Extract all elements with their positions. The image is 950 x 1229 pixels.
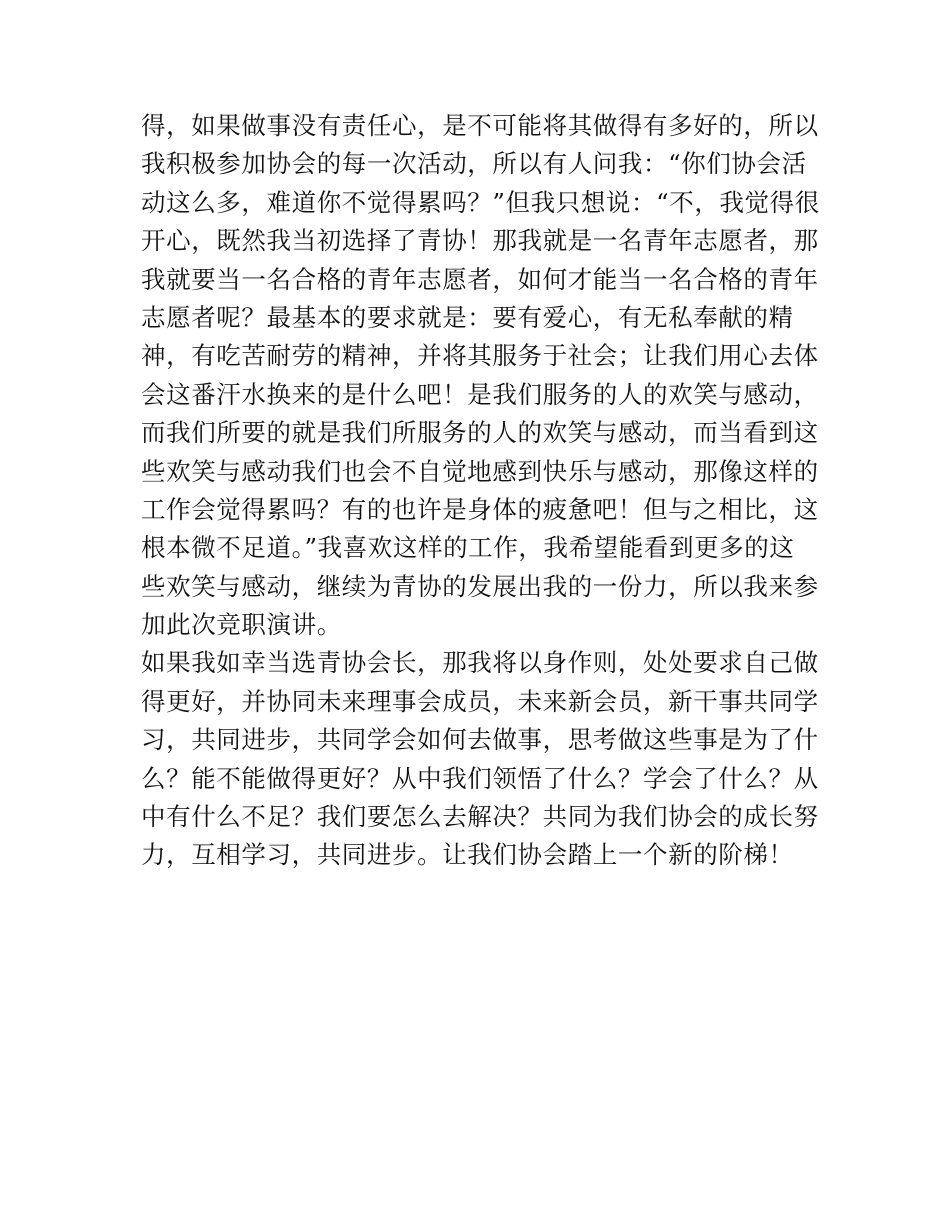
text-line: 志愿者呢？最基本的要求就是：要有爱心，有无私奉献的精 <box>141 302 794 332</box>
text-line: 如果我如幸当选青协会长，那我将以身作则，处处要求自己做 <box>141 648 819 678</box>
text-line: 我就要当一名合格的青年志愿者，如何才能当一名合格的青年 <box>141 264 819 294</box>
text-line: 我积极参加协会的每一次活动，所以有人问我：“你们协会活 <box>141 149 807 179</box>
text-line: 而我们所要的就是我们所服务的人的欢笑与感动，而当看到这 <box>141 418 819 448</box>
text-line: 中有什么不足？我们要怎么去解决？共同为我们协会的成长努 <box>141 802 819 832</box>
text-line: 神，有吃苦耐劳的精神，并将其服务于社会；让我们用心去体 <box>141 341 819 371</box>
text-line: 会这番汗水换来的是什么吧！是我们服务的人的欢笑与感动， <box>141 379 819 409</box>
body-text <box>141 107 821 875</box>
text-line: 加此次竞职演讲。 <box>141 610 342 640</box>
text-line: 工作会觉得累吗？有的也许是身体的疲惫吧！但与之相比，这 <box>141 494 819 524</box>
text-line: 习，共同进步，共同学会如何去做事，思考做这些事是为了什 <box>141 725 819 755</box>
text-line: 开心，既然我当初选择了青协！那我就是一名青年志愿者，那 <box>141 226 819 256</box>
text-line: 动这么多，难道你不觉得累吗？”但我只想说：“不，我觉得很 <box>141 187 820 217</box>
text-line: 得更好，并协同未来理事会成员，未来新会员，新干事共同学 <box>141 686 819 716</box>
text-line: 些欢笑与感动，继续为青协的发展出我的一份力，所以我来参 <box>141 571 819 601</box>
text-line: 力，互相学习，共同进步。让我们协会踏上一个新的阶梯！ <box>141 840 794 870</box>
text-line: 些欢笑与感动我们也会不自觉地感到快乐与感动，那像这样的 <box>141 456 819 486</box>
text-line: 么？能不能做得更好？从中我们领悟了什么？学会了什么？从 <box>141 763 819 793</box>
text-line: 根本微不足道。”我喜欢这样的工作，我希望能看到更多的这 <box>141 533 795 563</box>
text-line: 得，如果做事没有责任心，是不可能将其做得有多好的，所以 <box>141 111 819 140</box>
